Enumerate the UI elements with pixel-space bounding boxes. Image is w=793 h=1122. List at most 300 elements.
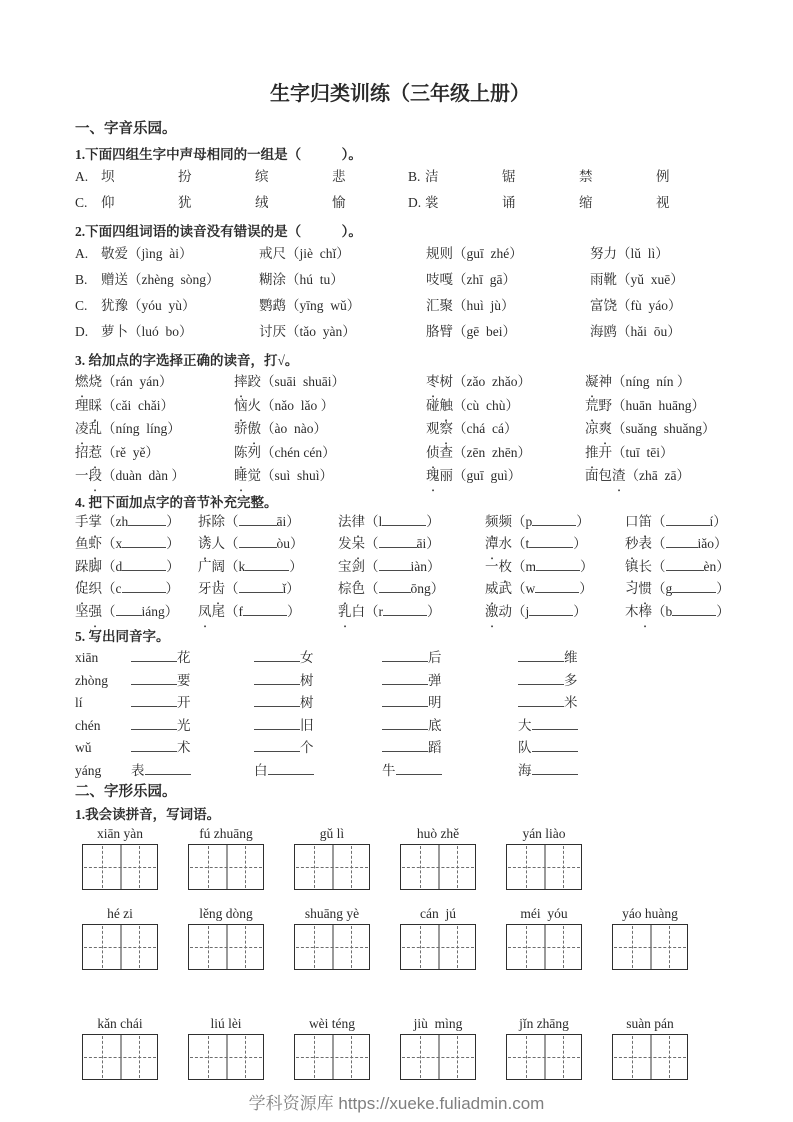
q3-item bbox=[426, 443, 585, 467]
pinyin-choices: （guī guì） bbox=[453, 468, 522, 483]
word-char: 法 bbox=[338, 513, 352, 529]
dotted-char: 频 ● bbox=[485, 512, 499, 531]
word-unit bbox=[188, 1016, 264, 1080]
pinyin-choices: （ào nào） bbox=[261, 421, 327, 436]
q3-item bbox=[234, 419, 426, 443]
q5-cell bbox=[254, 716, 382, 739]
pinyin-label: méi yóu bbox=[520, 906, 568, 921]
blank-line bbox=[382, 693, 428, 707]
q2-item: 戒尺（jiè chǐ） bbox=[259, 246, 350, 261]
q1-options bbox=[75, 167, 733, 219]
option-character: 缤 bbox=[255, 169, 269, 184]
q5-pinyin-label: yáng bbox=[75, 762, 102, 778]
pinyin-label: fú zhuāng bbox=[199, 826, 253, 841]
dotted-char: 呆 ● bbox=[352, 534, 366, 553]
blank-line bbox=[536, 557, 580, 571]
word-char: 观 bbox=[426, 421, 440, 436]
dotted-char: 荒 ● bbox=[585, 396, 599, 415]
pinyin-choices: （zǎo zhǎo） bbox=[453, 374, 531, 389]
word-unit bbox=[400, 826, 476, 890]
q4-prompt: 4. 把下面加点字的音节补充完整。 bbox=[75, 494, 278, 510]
q5-cell bbox=[518, 761, 733, 784]
q5-cell bbox=[518, 716, 733, 739]
dotted-char: 掌 ● bbox=[89, 512, 103, 531]
q5-grid bbox=[75, 648, 733, 783]
dotted-char: 惯 ● bbox=[639, 579, 653, 598]
q5-character: 米 bbox=[564, 695, 578, 710]
dotted-char: 推 ● bbox=[585, 443, 599, 462]
q5-pinyin-label: xiān bbox=[75, 650, 99, 665]
dotted-char: 激 ● bbox=[485, 602, 499, 621]
q2-item: 努力（lǔ lì） bbox=[590, 246, 669, 261]
dotted-char: 燃 ● bbox=[75, 372, 89, 391]
pinyin-label: suàn pán bbox=[626, 1016, 674, 1031]
grid-line bbox=[190, 947, 262, 948]
dotted-char: 笛 ● bbox=[639, 512, 653, 531]
dotted-char: 段 ● bbox=[89, 466, 103, 485]
option-character: 禁 bbox=[579, 169, 593, 184]
word-char: 神 bbox=[598, 374, 612, 389]
word-char: 一 bbox=[485, 558, 499, 574]
blank-line bbox=[379, 534, 417, 548]
grid-line bbox=[84, 1057, 156, 1058]
q5-character: 多 bbox=[564, 672, 578, 688]
q4-grid bbox=[75, 512, 733, 625]
tianzige-box bbox=[612, 1034, 688, 1080]
pinyin-choices: （rán yán） bbox=[102, 374, 173, 389]
footer-watermark: 学科资源库 https://xueke.fuliadmin.com bbox=[248, 1094, 545, 1113]
word-unit bbox=[82, 1016, 158, 1080]
pinyin-choices: （cǎi chǎi） bbox=[102, 397, 174, 413]
q4-item: 手掌 ●（zh ） bbox=[75, 512, 198, 535]
dotted-char: 凌 ● bbox=[75, 419, 89, 438]
q3-item bbox=[585, 466, 733, 490]
q3-item bbox=[234, 443, 426, 467]
q4-item: 坚强 ●（ iáng） bbox=[75, 602, 198, 625]
option-label: A. bbox=[75, 246, 89, 261]
pinyin-label: lěng dòng bbox=[199, 906, 253, 921]
q5-character: 旧 bbox=[300, 717, 314, 733]
blank-line bbox=[239, 512, 277, 526]
dotted-char: 侦 ● bbox=[426, 443, 440, 462]
grid-line bbox=[190, 867, 262, 868]
q4-item: 一枚 ●（m ） bbox=[485, 557, 625, 580]
grid-line bbox=[84, 867, 156, 868]
tianzige-box bbox=[506, 924, 582, 970]
blank-line bbox=[254, 738, 300, 752]
q2-item: C. 犹豫（yóu yù） bbox=[75, 298, 196, 313]
blank-line bbox=[379, 579, 411, 593]
dotted-char: 摔 ● bbox=[234, 372, 248, 391]
pinyin-choices: （suāi shuāi） bbox=[261, 374, 345, 389]
dotted-char: 律 ● bbox=[352, 512, 366, 531]
blank-line bbox=[239, 534, 277, 548]
option-character: 视 bbox=[656, 195, 670, 210]
blank-line bbox=[131, 716, 177, 730]
writing-grid-row bbox=[82, 906, 733, 970]
q5-character: 光 bbox=[177, 717, 191, 733]
grid-line bbox=[296, 867, 368, 868]
grid-line bbox=[296, 1057, 368, 1058]
word-char: 尾 bbox=[211, 603, 225, 619]
dotted-char: 跺 ● bbox=[75, 557, 89, 576]
dotted-char: 枣 ● bbox=[426, 372, 440, 391]
blank-line bbox=[254, 648, 300, 662]
word-char: 口 bbox=[625, 513, 639, 529]
option-label: B. bbox=[408, 169, 421, 184]
blank-line bbox=[131, 693, 177, 707]
q5-character: 蹈 bbox=[428, 740, 442, 755]
option-character: 扮 bbox=[178, 169, 192, 184]
word-char: 包 bbox=[598, 468, 612, 483]
word-char: 人 bbox=[211, 536, 225, 551]
option-label: B. bbox=[75, 272, 88, 287]
q3-item bbox=[75, 396, 234, 420]
q2-item: A. 敬爱（jìng ài） bbox=[75, 246, 193, 261]
q4-item: 潭 ●水（t ） bbox=[485, 534, 625, 557]
blank-line bbox=[535, 579, 579, 593]
q2-item: 规则（guī zhé） bbox=[426, 246, 523, 261]
q3-item bbox=[426, 466, 585, 490]
q2-rows bbox=[75, 244, 733, 348]
blank-line bbox=[666, 534, 698, 548]
writing-grid-row bbox=[82, 1016, 733, 1080]
q1-prompt: 1.下面四组生字中声母相同的一组是（ ）。 bbox=[75, 147, 362, 162]
q1-option bbox=[75, 167, 408, 193]
word-unit bbox=[506, 1016, 582, 1080]
pinyin-label: kǎn chái bbox=[97, 1016, 143, 1031]
word-char: 丽 bbox=[439, 468, 453, 483]
word-char: 火 bbox=[247, 397, 261, 413]
q2-row bbox=[75, 322, 733, 348]
q5-pinyin-label: wǔ bbox=[75, 740, 92, 755]
blank-line bbox=[518, 693, 564, 707]
q5-pinyin-label: zhòng bbox=[75, 672, 108, 688]
blank-line bbox=[532, 716, 578, 730]
pinyin-choices: （rě yě） bbox=[102, 444, 159, 460]
tianzige-box bbox=[188, 924, 264, 970]
dotted-char: 威 ● bbox=[485, 579, 499, 598]
dotted-char: 睡 ● bbox=[234, 466, 248, 485]
word-char: 织 bbox=[88, 581, 102, 596]
option-character: 绒 bbox=[255, 195, 269, 210]
pinyin-label: jiù mìng bbox=[413, 1016, 463, 1031]
word-char: 招 bbox=[75, 444, 89, 460]
pinyin-choices: （chén cén） bbox=[261, 444, 336, 460]
q4-item: 发呆 ●（ āi） bbox=[338, 534, 485, 557]
blank-line bbox=[383, 602, 427, 616]
blank-line bbox=[666, 512, 710, 526]
word-char: 宝 bbox=[338, 558, 352, 574]
q1-option bbox=[408, 193, 733, 219]
word-char: 理 bbox=[75, 397, 89, 413]
word-char: 广 bbox=[198, 558, 212, 574]
blank-line bbox=[131, 738, 177, 752]
q5-character: 要 bbox=[177, 672, 191, 688]
word-unit bbox=[400, 906, 476, 970]
word-unit bbox=[294, 1016, 370, 1080]
q5-cell bbox=[382, 716, 518, 739]
word-char: 觉 bbox=[247, 468, 261, 483]
tianzige-box bbox=[82, 844, 158, 890]
q4-item: 威 ●武（w ） bbox=[485, 579, 625, 602]
word-char: 水 bbox=[498, 536, 512, 551]
word-char: 表 bbox=[638, 536, 652, 551]
word-char: 跤 bbox=[247, 374, 261, 389]
pinyin-choices: （zhā zā） bbox=[625, 468, 690, 483]
q5-cell bbox=[254, 738, 382, 761]
q4-item: 棕 ●色（ ōng） bbox=[338, 579, 485, 602]
q5-cell bbox=[131, 671, 254, 694]
pinyin-choices: （huān huāng） bbox=[612, 397, 705, 413]
blank-line bbox=[672, 602, 716, 616]
q3-prompt: 3. 给加点的字选择正确的读音，打√。 bbox=[75, 353, 299, 368]
word-char: 色 bbox=[351, 581, 365, 596]
q3-item bbox=[585, 372, 733, 396]
option-label: C. bbox=[75, 195, 88, 210]
q4-item: 跺 ●脚（d ） bbox=[75, 557, 198, 580]
pinyin-choices: （nǎo lǎo ） bbox=[261, 397, 335, 413]
q3-item bbox=[234, 372, 426, 396]
grid-line bbox=[84, 947, 156, 948]
blank-line bbox=[396, 761, 442, 775]
q4-item: 激 ●动（j ） bbox=[485, 602, 625, 625]
grid-line bbox=[296, 947, 368, 948]
word-unit bbox=[82, 826, 158, 890]
blank-line bbox=[382, 648, 428, 662]
q5-cell bbox=[382, 761, 518, 784]
q5-character: 海 bbox=[518, 762, 532, 778]
word-char: 长 bbox=[638, 558, 652, 574]
word-char: 树 bbox=[439, 374, 453, 389]
q4-item: 频 ●频（p ） bbox=[485, 512, 625, 535]
tianzige-box bbox=[400, 844, 476, 890]
word-char: 动 bbox=[498, 603, 512, 619]
q5-character: 牛 bbox=[382, 762, 396, 778]
word-char: 开 bbox=[598, 444, 612, 460]
section2-heading: 二、字形乐园。 bbox=[75, 784, 177, 800]
dotted-char: 陈 ● bbox=[234, 443, 248, 462]
dotted-char: 棕 ● bbox=[338, 579, 352, 598]
option-character: 诵 bbox=[502, 195, 516, 210]
word-unit bbox=[612, 1016, 688, 1080]
q5-character: 表 bbox=[131, 762, 145, 778]
q5-character: 树 bbox=[300, 672, 314, 688]
dotted-char: 瑰 ● bbox=[426, 466, 440, 485]
pinyin-choices: （tuī tēi） bbox=[612, 444, 674, 460]
dotted-char: 诱 ● bbox=[198, 534, 212, 553]
blank-line bbox=[529, 602, 573, 616]
pinyin-choices: （duàn dàn ） bbox=[102, 468, 185, 483]
option-character: 犹 bbox=[178, 195, 192, 210]
q5-prompt: 5. 写出同音字。 bbox=[75, 629, 170, 644]
blank-line bbox=[243, 602, 287, 616]
q5-character: 队 bbox=[518, 740, 532, 755]
pinyin-choices: （níng líng） bbox=[102, 421, 181, 436]
dotted-char: 渣 ● bbox=[612, 466, 626, 485]
blank-line bbox=[379, 557, 411, 571]
q4-item: 广阔 ●（k ） bbox=[198, 557, 338, 580]
blank-line bbox=[254, 716, 300, 730]
blank-line bbox=[128, 512, 166, 526]
grid-line bbox=[190, 1057, 262, 1058]
word-char: 木 bbox=[625, 603, 639, 619]
blank-line bbox=[122, 557, 166, 571]
blank-line bbox=[254, 671, 300, 685]
q4-item: 拆 ●除（ āi） bbox=[198, 512, 338, 535]
dotted-char: 触 ● bbox=[440, 396, 454, 415]
q5-character: 树 bbox=[300, 695, 314, 710]
option-character: 愉 bbox=[332, 195, 346, 210]
option-label: D. bbox=[75, 324, 89, 339]
option-character: 坝 bbox=[101, 169, 115, 184]
q2-item: 讨厌（tǎo yàn） bbox=[259, 324, 356, 339]
word-char: 白 bbox=[351, 603, 365, 619]
q4-item: 鱼虾 ●（x ） bbox=[75, 534, 198, 557]
grid-line bbox=[402, 867, 474, 868]
q2-item: 糊涂（hú tu） bbox=[259, 272, 344, 287]
pinyin-choices: （cù chù） bbox=[453, 397, 519, 413]
pinyin-label: gǔ lì bbox=[319, 826, 345, 841]
q5-cell bbox=[518, 693, 733, 716]
pinyin-label: wèi téng bbox=[308, 1016, 356, 1031]
q4-item: 口笛 ●（ í） bbox=[625, 512, 733, 535]
q5-cell bbox=[131, 716, 254, 739]
word-char: 坚 bbox=[75, 603, 89, 619]
writing-grid-row bbox=[82, 826, 733, 890]
q5-cell bbox=[382, 738, 518, 761]
dotted-char: 秒 ● bbox=[625, 534, 639, 553]
word-char: 一 bbox=[75, 468, 89, 483]
blank-line bbox=[382, 671, 428, 685]
pinyin-choices: （suǎng shuǎng） bbox=[612, 421, 716, 436]
q5-character: 弹 bbox=[428, 672, 442, 688]
q3-item bbox=[75, 419, 234, 443]
dotted-char: 凤 ● bbox=[198, 602, 212, 621]
tianzige-box bbox=[400, 924, 476, 970]
option-label: C. bbox=[75, 298, 88, 313]
q2-prompt: 2.下面四组词语的读音没有错误的是（ ）。 bbox=[75, 224, 362, 239]
q5-cell bbox=[518, 738, 733, 761]
pinyin-label: yán liào bbox=[522, 826, 566, 841]
word-char: 脚 bbox=[88, 558, 102, 574]
tianzige-box bbox=[294, 844, 370, 890]
dotted-char: 枚 ● bbox=[499, 557, 513, 576]
word-char: 习 bbox=[625, 581, 639, 596]
q4-item: 宝剑 ●（ iàn） bbox=[338, 557, 485, 580]
q3-item bbox=[585, 443, 733, 467]
pinyin-choices: （chá cá） bbox=[453, 421, 518, 436]
q1-option bbox=[75, 193, 408, 219]
blank-line bbox=[532, 761, 578, 775]
blank-line bbox=[518, 671, 564, 685]
tianzige-box bbox=[612, 924, 688, 970]
blank-line bbox=[131, 648, 177, 662]
pinyin-label: hé zi bbox=[107, 906, 133, 921]
dotted-char: 潭 ● bbox=[485, 534, 499, 553]
section1-heading: 一、字音乐园。 bbox=[75, 121, 177, 137]
q5-pinyin-label: chén bbox=[75, 717, 101, 733]
word-char: 手 bbox=[75, 513, 89, 529]
blank-line bbox=[131, 671, 177, 685]
q3-item bbox=[75, 443, 234, 467]
blank-line bbox=[532, 512, 576, 526]
dotted-char: 傲 ● bbox=[248, 419, 262, 438]
q5-cell bbox=[131, 648, 254, 671]
blank-line bbox=[122, 534, 166, 548]
dotted-char: 阔 ● bbox=[212, 557, 226, 576]
q5-cell bbox=[382, 671, 518, 694]
q3-item bbox=[426, 419, 585, 443]
option-character: 洁 bbox=[425, 169, 439, 184]
word-char: 面 bbox=[585, 468, 599, 483]
word-unit bbox=[294, 906, 370, 970]
dotted-char: 爽 ● bbox=[599, 419, 613, 438]
q2-item: 胳臂（gē bei） bbox=[426, 324, 516, 339]
q4-item: 镇 ●长（ èn） bbox=[625, 557, 733, 580]
word-char: 乱 bbox=[88, 421, 102, 436]
q5-pinyin-label: lí bbox=[75, 695, 83, 710]
q4-item: 促 ●织（c ） bbox=[75, 579, 198, 602]
q3-item bbox=[585, 396, 733, 420]
grid-line bbox=[614, 947, 686, 948]
dotted-char: 强 ● bbox=[89, 602, 103, 621]
pinyin-label: huò zhě bbox=[416, 826, 460, 841]
q2-item: 鹦鹉（yīng wǔ） bbox=[259, 298, 361, 313]
option-character: 缩 bbox=[579, 195, 593, 210]
q2-item: 雨靴（yǔ xuē） bbox=[590, 272, 684, 287]
dotted-char: 虾 ● bbox=[89, 534, 103, 553]
option-character: 悲 bbox=[332, 169, 346, 184]
q3-item bbox=[585, 419, 733, 443]
blank-line bbox=[239, 579, 283, 593]
blank-line bbox=[122, 579, 166, 593]
tianzige-box bbox=[400, 1034, 476, 1080]
q4-item: 秒 ●表（ iǎo） bbox=[625, 534, 733, 557]
q2-item: 海鸥（hǎi ōu） bbox=[590, 324, 681, 339]
pinyin-label: cán jú bbox=[420, 906, 456, 921]
word-unit bbox=[506, 906, 582, 970]
q2-row bbox=[75, 296, 733, 322]
dotted-char: 乳 ● bbox=[338, 602, 352, 621]
dotted-char: 拆 ● bbox=[198, 512, 212, 531]
q4-item: 诱 ●人（ òu） bbox=[198, 534, 338, 557]
q3-item bbox=[234, 466, 426, 490]
blank-line bbox=[382, 512, 426, 526]
q4-item: 法律 ●（l ） bbox=[338, 512, 485, 535]
q5-character: 术 bbox=[177, 740, 191, 755]
blank-line bbox=[518, 648, 564, 662]
blank-line bbox=[254, 693, 300, 707]
q5-character: 明 bbox=[428, 695, 442, 710]
dotted-char: 惹 ● bbox=[89, 443, 103, 462]
q4-item: 乳 ●白（r ） bbox=[338, 602, 485, 625]
word-char: 列 bbox=[247, 444, 261, 460]
word-unit bbox=[612, 906, 688, 970]
q3-item bbox=[234, 396, 426, 420]
q5-cell bbox=[254, 671, 382, 694]
blank-line bbox=[666, 557, 704, 571]
q2-item: 吱嘎（zhī gā） bbox=[426, 272, 516, 287]
q2-item: 富饶（fù yáo） bbox=[590, 298, 682, 313]
tianzige-box bbox=[188, 844, 264, 890]
word-char: 查 bbox=[439, 444, 453, 460]
pinyin-label: liú lèi bbox=[210, 1016, 242, 1031]
q5-cell bbox=[131, 738, 254, 761]
tianzige-box bbox=[294, 1034, 370, 1080]
q2-item: D. 萝卜（luó bo） bbox=[75, 324, 193, 339]
q2-item: B. 赠送（zhèng sòng） bbox=[75, 272, 220, 287]
